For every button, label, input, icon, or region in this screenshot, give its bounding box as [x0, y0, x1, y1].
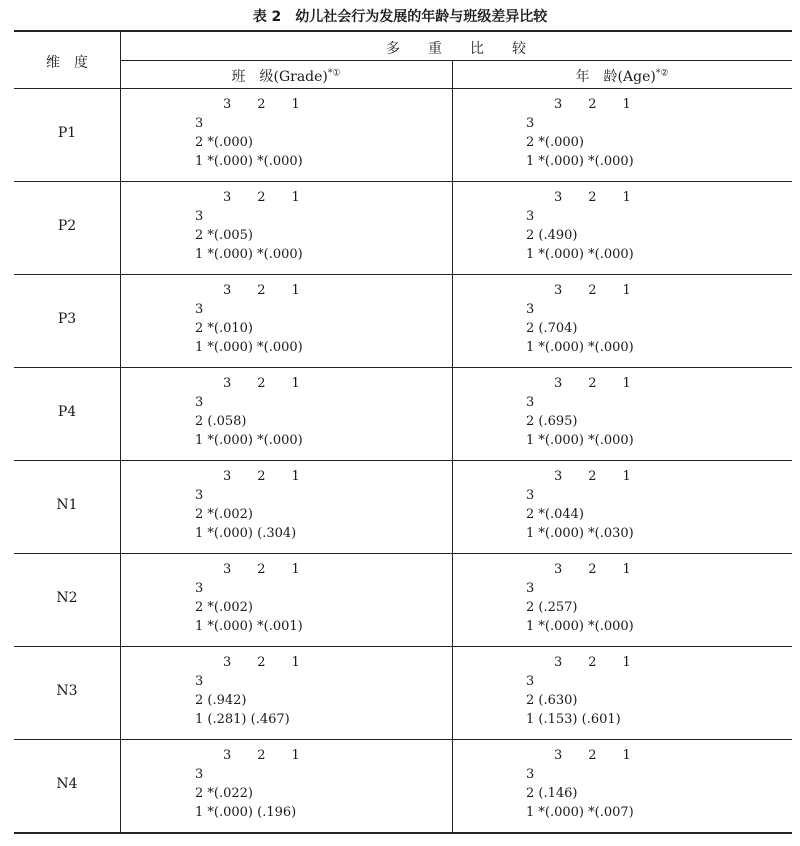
- grade-comparison-line: 1 *(.000) (.196): [195, 805, 297, 820]
- grade-comparison-line: 2 *(.002): [195, 600, 253, 615]
- multiple-comparison-header: [120, 38, 792, 58]
- grade-comparison-line: 1 *(.000) *(.000): [195, 247, 303, 262]
- grade-comparison-line: 3: [195, 302, 204, 317]
- grade-header-text: 班 级(Grade): [231, 69, 328, 85]
- grade-comparison-block: [195, 746, 300, 822]
- grade-comparison-block: [195, 653, 300, 729]
- grade-comparison-line: 1 *(.000) *(.000): [195, 340, 303, 355]
- age-comparison-line: 3: [526, 302, 535, 317]
- row-divider: [14, 553, 792, 554]
- age-comparison-block: [526, 560, 634, 636]
- age-comparison-line: 2 (.490): [526, 228, 578, 243]
- grade-comparison-line: 2 (.942): [195, 693, 247, 708]
- row-label: P4: [57, 404, 77, 420]
- grade-comparison-line: 3 2 1: [223, 97, 300, 112]
- table-title: 表 2 幼儿社会行为发展的年龄与班级差异比较: [252, 9, 548, 25]
- age-comparison-line: 3 2 1: [554, 655, 631, 670]
- age-comparison-line: 3: [526, 116, 535, 131]
- age-comparison-line: 3 2 1: [554, 97, 631, 112]
- grade-comparison-line: 3 2 1: [223, 190, 300, 205]
- age-comparison-block: [526, 467, 634, 543]
- grade-comparison-line: 3: [195, 395, 204, 410]
- dimension-header-text: 维 度: [46, 55, 88, 71]
- age-comparison-line: 1 (.153) (.601): [526, 712, 621, 727]
- grade-comparison-line: 3: [195, 116, 204, 131]
- row-divider: [14, 739, 792, 740]
- grade-comparison-line: 2 *(.000): [195, 135, 253, 150]
- age-comparison-line: 1 *(.000) *(.007): [526, 805, 634, 820]
- age-comparison-line: 1 *(.000) *(.000): [526, 247, 634, 262]
- age-comparison-line: 3: [526, 488, 535, 503]
- age-comparison-line: 3: [526, 767, 535, 782]
- row-divider: [14, 367, 792, 368]
- age-header-text: 年 龄(Age): [575, 69, 656, 85]
- row-label: P1: [57, 125, 77, 141]
- row-label: N3: [56, 683, 78, 699]
- grade-comparison-line: 3 2 1: [223, 748, 300, 763]
- age-comparison-line: 3 2 1: [554, 376, 631, 391]
- row-label: N4: [56, 776, 78, 792]
- age-comparison-line: 1 *(.000) *(.000): [526, 433, 634, 448]
- grade-comparison-block: [195, 467, 300, 543]
- age-comparison-block: [526, 374, 634, 450]
- row-divider: [14, 181, 792, 182]
- grade-comparison-line: 1 *(.000) *(.001): [195, 619, 303, 634]
- grade-comparison-line: 3 2 1: [223, 469, 300, 484]
- grade-comparison-line: 3: [195, 488, 204, 503]
- row-divider: [14, 274, 792, 275]
- age-comparison-block: [526, 95, 634, 171]
- age-comparison-line: 2 (.257): [526, 600, 578, 615]
- grade-comparison-line: 3: [195, 674, 204, 689]
- age-comparison-line: 3 2 1: [554, 748, 631, 763]
- grade-comparison-block: [195, 188, 303, 264]
- row-label: N2: [56, 590, 78, 606]
- age-comparison-line: 3: [526, 209, 535, 224]
- age-comparison-line: 3 2 1: [554, 283, 631, 298]
- age-comparison-block: [526, 281, 634, 357]
- grade-comparison-line: 3 2 1: [223, 283, 300, 298]
- grade-comparison-line: 3 2 1: [223, 655, 300, 670]
- grade-comparison-block: [195, 281, 303, 357]
- grade-comparison-line: 2 (.058): [195, 414, 247, 429]
- age-comparison-block: [526, 653, 631, 729]
- age-comparison-line: 1 *(.000) *(.000): [526, 619, 634, 634]
- age-comparison-line: 3 2 1: [554, 190, 631, 205]
- age-comparison-block: [526, 188, 634, 264]
- grade-comparison-line: 1 (.281) (.467): [195, 712, 290, 727]
- grade-comparison-line: 3: [195, 581, 204, 596]
- age-comparison-line: 2 *(.000): [526, 135, 584, 150]
- row-label: P3: [57, 311, 77, 327]
- grade-comparison-line: 1 *(.000) *(.000): [195, 433, 303, 448]
- table-bottom-rule: [14, 832, 792, 834]
- header-divider: [120, 60, 792, 61]
- row-label: N1: [56, 497, 78, 513]
- header-bottom-rule: [14, 88, 792, 89]
- grade-comparison-line: 2 *(.010): [195, 321, 253, 336]
- row-label: P2: [57, 218, 77, 234]
- grade-comparison-line: 3: [195, 209, 204, 224]
- grade-comparison-block: [195, 560, 303, 636]
- grade-header: [120, 66, 452, 86]
- grade-comparison-line: 3 2 1: [223, 376, 300, 391]
- grade-comparison-line: 1 *(.000) *(.000): [195, 154, 303, 169]
- age-comparison-line: 2 (.695): [526, 414, 578, 429]
- age-comparison-line: 3 2 1: [554, 562, 631, 577]
- age-comparison-line: 1 *(.000) *(.030): [526, 526, 634, 541]
- age-comparison-line: 2 *(.044): [526, 507, 584, 522]
- row-divider: [14, 646, 792, 647]
- table-top-rule: [14, 30, 792, 32]
- grade-comparison-line: 2 *(.005): [195, 228, 253, 243]
- grade-header-mark: *①: [327, 68, 341, 79]
- dimension-column-divider: [120, 30, 121, 833]
- grade-age-divider: [452, 60, 453, 833]
- row-divider: [14, 460, 792, 461]
- grade-comparison-line: 3 2 1: [223, 562, 300, 577]
- age-comparison-line: 2 (.630): [526, 693, 578, 708]
- age-comparison-line: 3: [526, 395, 535, 410]
- age-header-mark: *②: [655, 68, 669, 79]
- age-comparison-line: 3: [526, 674, 535, 689]
- grade-comparison-block: [195, 95, 303, 171]
- age-comparison-line: 3: [526, 581, 535, 596]
- grade-comparison-line: 2 *(.022): [195, 786, 253, 801]
- grade-comparison-block: [195, 374, 303, 450]
- age-comparison-line: 2 (.704): [526, 321, 578, 336]
- grade-comparison-line: 1 *(.000) (.304): [195, 526, 297, 541]
- multiple-comparison-text: 多 重 比 较: [386, 41, 526, 57]
- age-comparison-line: 1 *(.000) *(.000): [526, 340, 634, 355]
- age-comparison-line: 1 *(.000) *(.000): [526, 154, 634, 169]
- grade-comparison-line: 2 *(.002): [195, 507, 253, 522]
- age-header: [452, 66, 792, 86]
- age-comparison-line: 2 (.146): [526, 786, 578, 801]
- age-comparison-block: [526, 746, 634, 822]
- grade-comparison-line: 3: [195, 767, 204, 782]
- dimension-header: [14, 52, 120, 72]
- age-comparison-line: 3 2 1: [554, 469, 631, 484]
